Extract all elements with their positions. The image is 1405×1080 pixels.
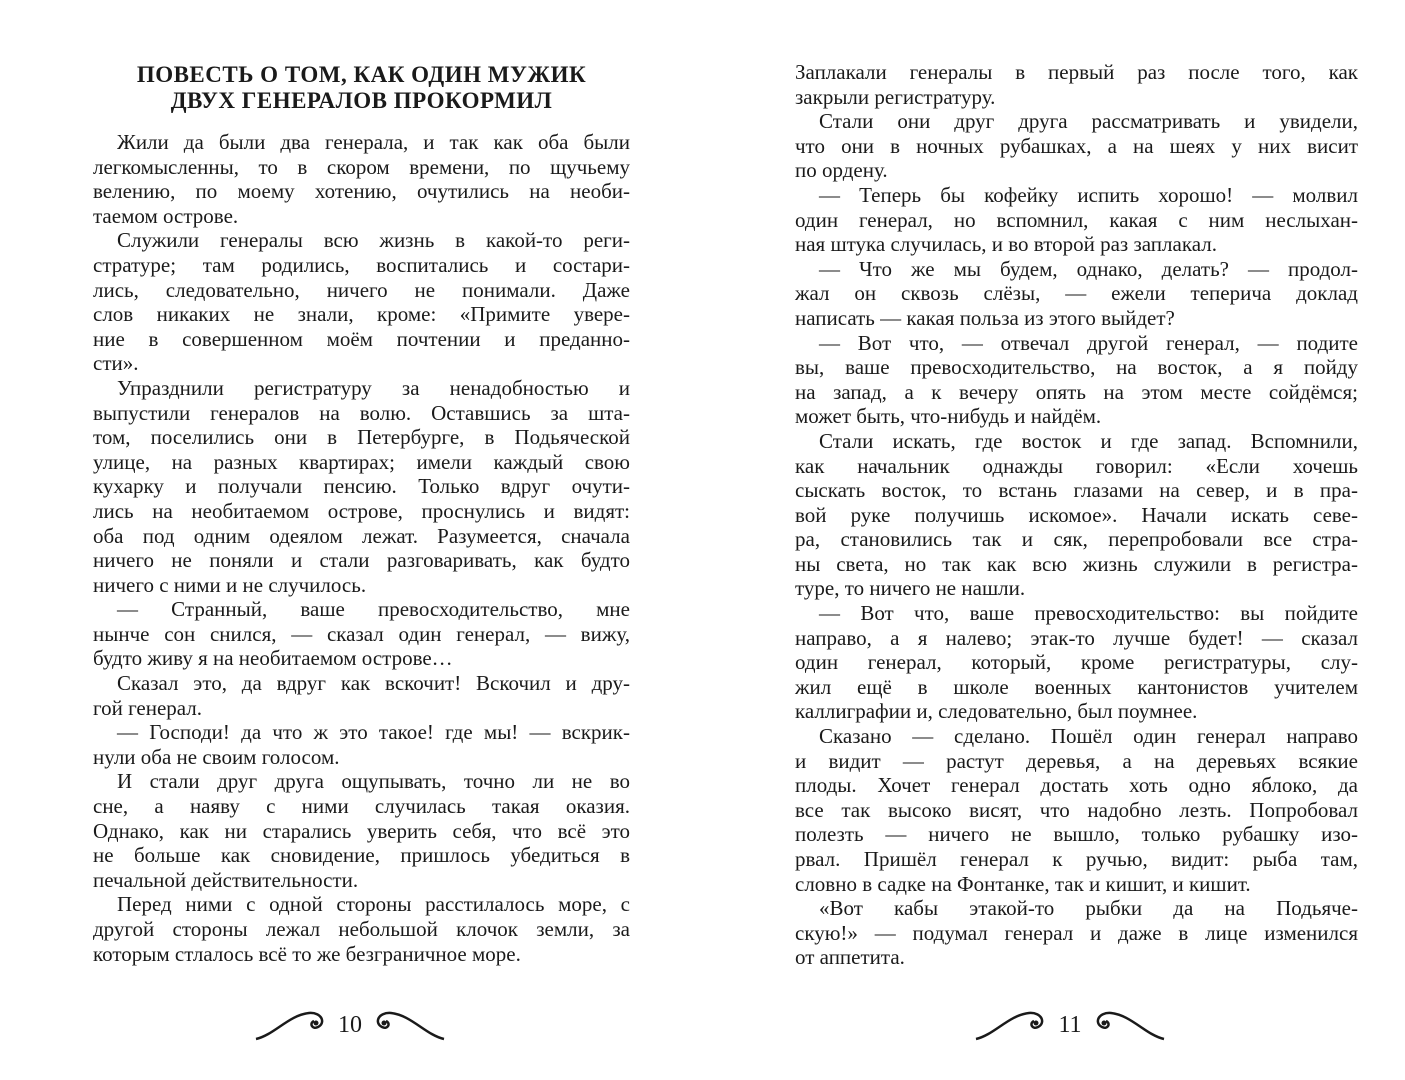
paragraph [795,331,1358,429]
chapter-title-line: ДВУХ ГЕНЕРАЛОВ ПРОКОРМИЛ [170,88,553,113]
text-line: туре, то ничего не нашли. [795,576,1026,601]
text-line: нули оба не своим голосом. [93,744,340,769]
text-line: ние в совершенном моём почтении и преданно- [93,326,630,351]
ornament-right-icon [366,1005,446,1045]
paragraph [93,671,630,720]
text-line: будто живу я на необитаемом острове… [93,646,453,671]
text-line: Стали искать, где восток и где запад. Вспомнили, [819,428,1358,453]
paragraph [795,896,1358,970]
paragraph [93,720,630,769]
chapter-title [93,62,630,114]
text-line: другой стороны лежал небольшой клочок земли, за [93,917,630,941]
text-line: ны света, но так как всю жизнь служили в регистра- [795,551,1358,576]
page-number-right [970,1000,1170,1050]
text-line: том, поселились они в Петербурге, в Подьяческой [93,425,630,450]
text-line: Служили генералы всю жизнь в какой-то реги- [117,228,630,253]
text-line: все так высоко висят, что надобно лезть. Попробовал [795,797,1358,822]
text-line: «Вот кабы этакой-то рыбки да на Подьяче- [819,896,1358,921]
text-line: жил ещё в школе военных кантонистов учителем [795,674,1358,699]
text-line: ничего с ними и не случилось. [93,572,367,597]
text-line: что они в ночных рубашках, а на шеях у них висит [795,133,1358,158]
text-line: Перед ними с одной стороны расстилалось море, с [117,892,630,917]
text-line: Стали они друг друга рассматривать и увидели, [819,109,1358,134]
text-line: — Теперь бы кофейку испить хорошо! — молвил [819,182,1358,207]
paragraph [795,183,1358,257]
right-page-body [795,60,1358,970]
paragraph [795,724,1358,896]
text-line: скую!» — подумал генерал и даже в лице изменился [795,920,1358,945]
text-line: ничего не поняли и стали разговаривать, как будто [93,548,630,573]
text-line: которым стлалось всё то же безграничное море. [93,941,521,966]
paragraph [93,130,630,228]
text-line: печальной действительности. [93,867,359,892]
text-line: ра, становились так и сяк, перепробовали все стра- [795,527,1358,552]
text-line: один генерал, но вспомнил, какая с ним неслыхан- [795,207,1358,232]
text-line: ная штука случилась, и во второй раз заплакал. [795,232,1217,257]
text-line: Однако, как ни старались уверить себя, что всё это [93,818,630,843]
text-line: велению, по моему хотению, очутились на необи- [93,179,630,204]
text-line: кухарку и получали пенсию. Только вдруг очути- [93,474,630,499]
text-line: может быть, что-нибудь и найдём. [795,404,1102,429]
paragraph [795,429,1358,601]
text-line: на запад, а к вечеру опять на этом месте сойдёмся; [795,379,1358,404]
page-number: 10 [338,1011,362,1038]
ornament-left-icon [254,1005,334,1045]
text-line: вы, ваше превосходительство, на восток, а я пойду [795,355,1358,380]
paragraph [795,601,1358,724]
text-line: Жили да были два генерала, и так как оба были [117,130,630,154]
text-line: плоды. Хочет генерал достать хоть одно яблоко, да [795,773,1358,798]
text-line: как начальник однажды говорил: «Если хочешь [795,453,1358,478]
paragraph [93,892,630,966]
text-line: один генерал, который, кроме регистратуры, слу- [795,650,1358,675]
text-line: — Господи! да что ж это такое! где мы! — вскрик- [117,720,630,745]
text-line: — Вот что, ваше превосходительство: вы пойдите [819,601,1358,626]
text-line: написать — какая польза из этого выйдет? [795,305,1175,330]
text-line: рвал. Пришёл генерал к ручью, видит: рыба там, [795,847,1358,871]
paragraph [93,769,630,892]
ornament-right-icon [1086,1005,1166,1045]
text-line: гой генерал. [93,695,203,720]
text-line: каллиграфии и, следовательно, был поумнее. [795,699,1198,724]
text-line: сти». [93,351,139,376]
text-line: — Странный, ваше превосходительство, мне [117,597,630,622]
text-line: выпустили генералов на волю. Оставшись за шта- [93,400,630,425]
text-line: Сказал это, да вдруг как вскочит! Вскочил и дру- [117,671,630,696]
text-line: закрыли регистратуру. [795,84,996,109]
paragraph [93,228,630,376]
paragraph [93,376,630,597]
text-line: лись, следовательно, ничего не понимали. Даже [93,277,630,302]
text-line: — Вот что, — отвечал другой генерал, — подите [819,330,1358,355]
ornament-left-icon [974,1005,1054,1045]
left-page-body [93,130,630,966]
text-line: Упразднили регистратуру за ненадобностью и [117,375,630,400]
text-line: слов никаких не знали, кроме: «Примите увере- [93,302,630,327]
text-line: сыскать восток, то встань глазами на север, и в пра- [795,478,1358,503]
page-number: 11 [1058,1011,1082,1038]
text-line: не больше как сновидение, пришлось убедиться в [93,843,630,868]
text-line: сне, а наяву с ними случилась такая оказия. [93,794,630,819]
text-line: стратуре; там родились, воспитались и состари- [93,252,630,277]
text-line: Заплакали генералы в первый раз после того, как [795,60,1358,84]
text-line: легкомысленны, то в скором времени, по щучьему [93,154,630,179]
text-line: и видит — растут деревья, а на деревьях всякие [795,748,1358,773]
text-line: полезть — ничего не вышло, только рубашку изо- [795,822,1358,847]
text-line: словно в садке на Фонтанке, так и кишит, и кишит. [795,871,1251,896]
text-line: по ордену. [795,158,888,183]
text-line: направо, а я налево; этак-то лучше будет! — сказал [795,625,1358,650]
paragraph [93,597,630,671]
text-line: Сказано — сделано. Пошёл один генерал направо [819,724,1358,749]
page-number-left [250,1000,450,1050]
text-line: оба под одним одеялом лежат. Разумеется, сначала [93,523,630,548]
text-line: таемом острове. [93,203,239,228]
chapter-title-line: ПОВЕСТЬ О ТОМ, КАК ОДИН МУЖИК [136,62,587,87]
text-line: вой руке получишь искомое». Начали искать севе- [795,502,1358,527]
paragraph [795,60,1358,109]
paragraph [795,257,1358,331]
text-line: И стали друг друга ощупывать, точно ли не во [117,769,630,794]
text-line: от аппетита. [795,945,905,970]
text-line: нынче сон снился, — сказал один генерал, — вижу, [93,621,630,646]
text-line: улице, на разных квартирах; имели каждый свою [93,449,630,474]
paragraph [795,109,1358,183]
text-line: — Что же мы будем, однако, делать? — продол- [819,256,1358,281]
text-line: лись на необитаемом острове, проснулись и видят: [93,498,630,523]
text-line: жал он сквозь слёзы, — ежели теперича доклад [795,281,1358,306]
